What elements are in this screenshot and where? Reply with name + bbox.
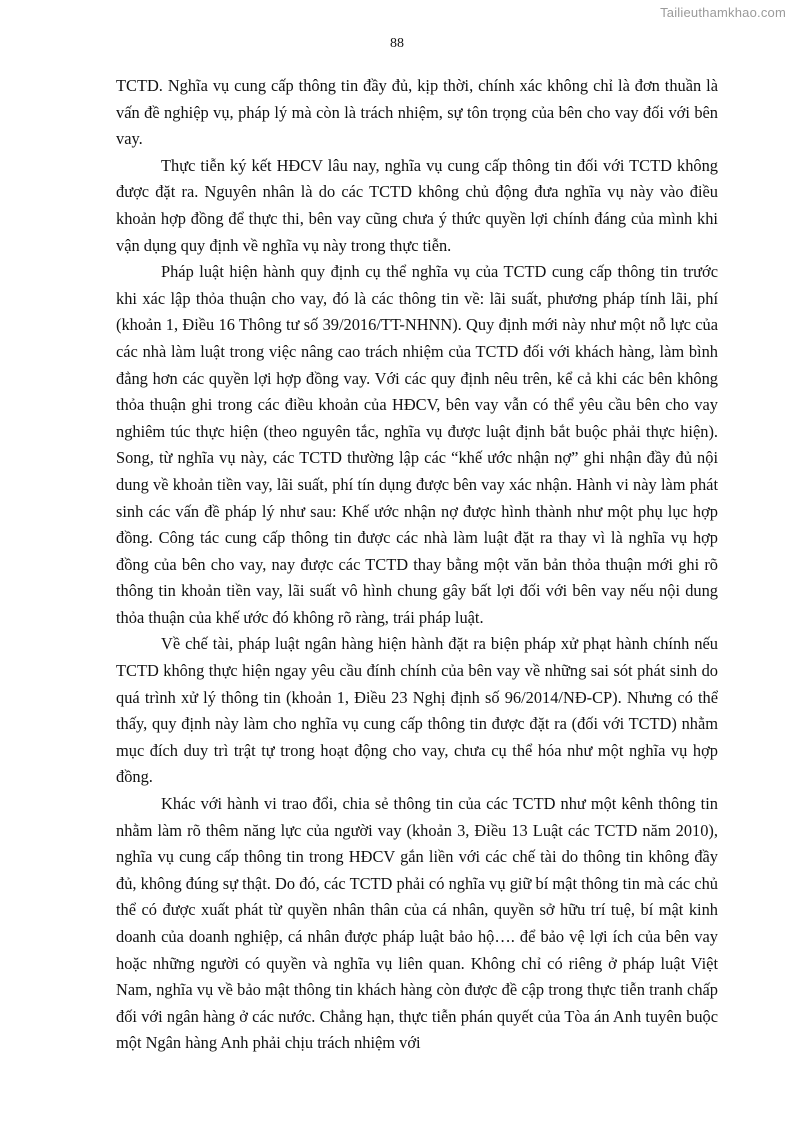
watermark-text: Tailieuthamkhao.com	[660, 5, 786, 20]
paragraph-confidentiality: Khác với hành vi trao đổi, chia sẻ thông tin của các TCTD như một kênh thông tin nhằm làm rõ thêm năng lực của người vay (khoản 3, Điều 13 Luật các TCTD năm 2010), nghĩa vụ cung cấp thông tin trong HĐCV gắn liền với các chế tài do thông tin không đầy đủ, không đúng sự thật. Do đó, các TCTD phải có nghĩa vụ giữ bí mật thông tin mà các chủ thể có được xuất phát từ quyền nhân thân của cá nhân, quyền sở hữu trí tuệ, bí mật kinh doanh của doanh nghiệp, cá nhân được pháp luật bảo hộ…. để bảo vệ lợi ích của bên vay hoặc những người có quyền và nghĩa vụ liên quan. Không chỉ có riêng ở pháp luật Việt Nam, nghĩa vụ về bảo mật thông tin khách hàng còn được đề cập trong thực tiễn tranh chấp đối với ngân hàng ở các nước. Chẳng hạn, thực tiễn phán quyết của Tòa án Anh tuyên buộc một Ngân hàng Anh phải chịu trách nhiệm với	[116, 794, 718, 1053]
paragraph-practice: Thực tiễn ký kết HĐCV lâu nay, nghĩa vụ cung cấp thông tin đối với TCTD không được đặt ra. Nguyên nhân là do các TCTD không chủ động đưa nghĩa vụ này vào điều khoản hợp đồng để thực thi, bên vay cũng chưa ý thức quyền lợi chính đáng của mình khi vận dụng quy định về nghĩa vụ này trong thực tiễn.	[116, 155, 718, 255]
paragraph-current-law: Pháp luật hiện hành quy định cụ thể nghĩa vụ của TCTD cung cấp thông tin trước khi xác lập thỏa thuận cho vay, đó là các thông tin về: lãi suất, phương pháp tính lãi, phí (khoản 1, Điều 16 Thông tư số 39/2016/TT-NHNN). Quy định mới này như một nỗ lực của các nhà làm luật trong việc nâng cao trách nhiệm của TCTD đối với khách hàng, làm bình đẳng hơn các quyền lợi hợp đồng vay. Với các quy định nêu trên, kể cả khi các bên không thỏa thuận ghi trong các điều khoản của HĐCV, bên vay vẫn có thể yêu cầu bên cho vay nghiêm túc thực hiện (theo nguyên tắc, nghĩa vụ được luật định bắt buộc phải thực hiện). Song, từ nghĩa vụ này, các TCTD thường lập các “khế ước nhận nợ” ghi nhận đầy đủ nội dung về khoản tiền vay, lãi suất, phí tín dụng được bên vay xác nhận. Hành vi này làm phát sinh các vấn đề pháp lý như sau: Khế ước nhận nợ được hình thành như một phụ lục hợp đồng. Công tác cung cấp thông tin được các nhà làm luật đặt ra thay vì là nghĩa vụ hợp đồng của bên cho vay, nay được các TCTD thay bằng một văn bản thỏa thuận mới ghi rõ thông tin khoản tiền vay, lãi suất vô hình chung gây bất lợi đối với bên vay nếu nội dung thỏa thuận của khế ước đó không rõ ràng, trái pháp luật.	[116, 262, 718, 627]
page-number: 88	[390, 36, 404, 51]
paragraph-continuation: TCTD. Nghĩa vụ cung cấp thông tin đầy đủ, kịp thời, chính xác không chỉ là đơn thuần là vấn đề nghiệp vụ, pháp lý mà còn là trách nhiệm, sự tôn trọng của bên cho vay đối với bên vay.	[116, 76, 718, 149]
paragraph-sanctions: Về chế tài, pháp luật ngân hàng hiện hành đặt ra biện pháp xử phạt hành chính nếu TCTD không thực hiện ngay yêu cầu đính chính của bên vay về những sai sót phát sinh do quá trình xử lý thông tin (khoản 1, Điều 23 Nghị định số 96/2014/NĐ-CP). Nhưng có thể thấy, quy định này làm cho nghĩa vụ cung cấp thông tin được đặt ra (đối với TCTD) nhằm mục đích duy trì trật tự trong hoạt động cho vay, chưa cụ thể hóa như một nghĩa vụ hợp đồng.	[116, 634, 718, 787]
document-body	[116, 73, 718, 1057]
